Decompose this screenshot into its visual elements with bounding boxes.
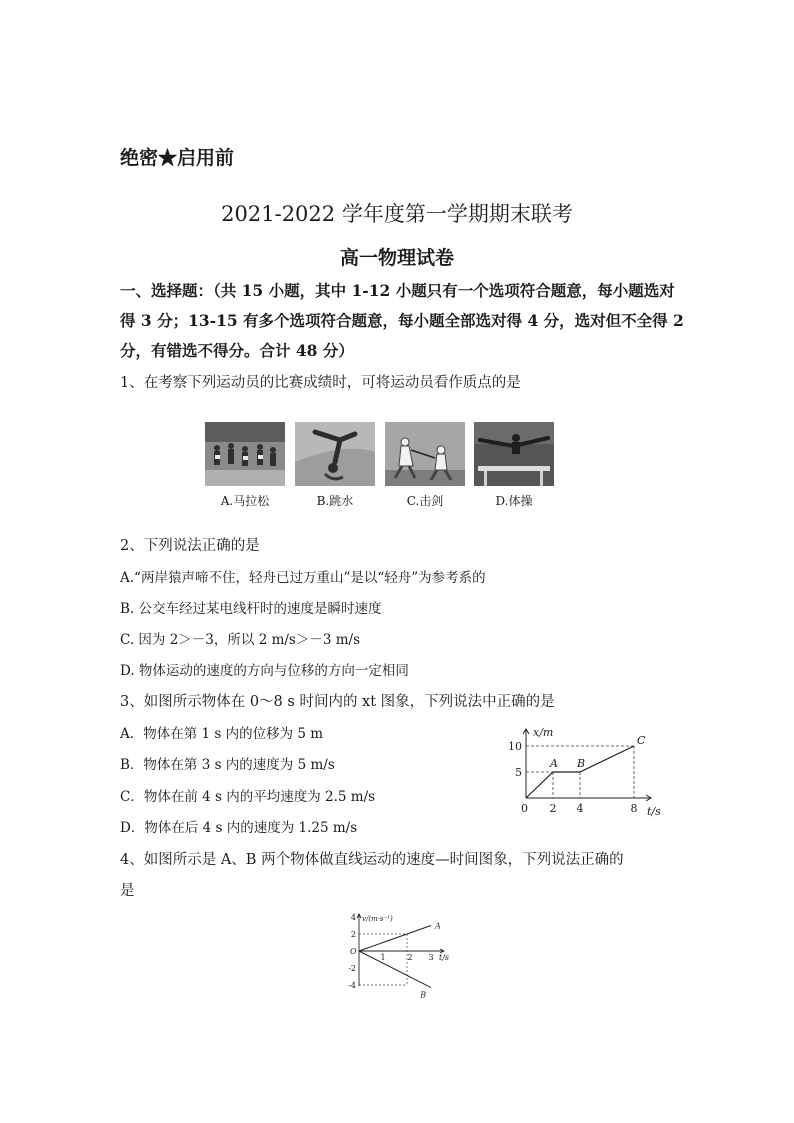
vt-graph [335,912,455,1000]
vt-y-label: v/(m·s⁻¹) [362,915,393,923]
gymnastics-photo [474,422,554,486]
vt-series-b-line [359,951,434,988]
section-line-2: 得 3 分；13-15 有多个选项符合题意，每小题全部选对得 4 分，选对但不全得 2 [120,311,684,330]
question-4-stem-line-2: 是 [120,883,135,899]
vt-x-tick-1: 1 [380,953,386,962]
section-line-1: 一、选择题：（共 15 小题，其中 1-12 小题只有一个选项符合题意，每小题选对 [120,281,675,300]
xt-x-tick-8: 8 [630,802,638,815]
question-2-option-b: B. 公交车经过某电线杆时的速度是瞬时速度 [120,601,382,617]
xt-y-tick-5: 5 [515,766,522,779]
xt-x-tick-2: 2 [549,802,557,815]
vt-y-tick-neg-4: -4 [348,981,356,990]
xt-graph [500,724,680,820]
xt-x-label: t/s [647,805,661,818]
fencing-photo [385,422,465,486]
question-2-stem: 2、下列说法正确的是 [120,538,260,554]
xt-y-label: x/m [533,726,554,739]
xt-point-a: A [550,757,558,770]
confidential-label: 绝密★启用前 [120,147,235,169]
xt-origin: 0 [521,802,528,815]
vt-y-tick-4: 4 [350,913,356,922]
vt-line-a-label: A [435,921,441,931]
caption-fencing: C.击剑 [406,494,444,508]
section-instructions [120,276,684,366]
question-4-stem-line-1: 4、如图所示是 A、B 两个物体做直线运动的速度—时间图象，下列说法正确的 [120,852,624,868]
caption-gymnastics: D.体操 [495,494,533,508]
exam-title: 2021-2022 学年度第一学期期末联考 [221,202,573,226]
vt-series-a-line [359,926,431,952]
xt-x-tick-4: 4 [576,802,584,815]
question-3-option-a: A．物体在第 1 s 内的位移为 5 m [120,726,324,742]
question-3-option-d: D．物体在后 4 s 内的速度为 1.25 m/s [120,820,358,836]
question-3-option-b: B．物体在第 3 s 内的速度为 5 m/s [120,757,335,773]
question-3-option-c: C．物体在前 4 s 内的平均速度为 2.5 m/s [120,789,376,805]
caption-diving: B.跳水 [316,494,354,508]
caption-marathon: A.马拉松 [220,494,270,508]
subject-title: 高一物理试卷 [339,247,454,269]
vt-origin: O [350,947,357,956]
vt-x-tick-2: 2 [407,953,413,962]
vt-x-tick-3: 3 [428,953,434,962]
vt-line-b-label: B [420,990,427,1000]
question-2-option-c: C. 因为 2＞－3，所以 2 m/s＞－3 m/s [120,632,361,648]
diving-photo [295,422,375,486]
question-2-option-d: D. 物体运动的速度的方向与位移的方向一定相同 [120,663,409,679]
question-3-stem: 3、如图所示物体在 0～8 s 时间内的 xt 图象，下列说法中正确的是 [120,694,555,710]
xt-y-tick-10: 10 [508,740,522,753]
xt-point-c: C [637,734,646,747]
marathon-photo [205,422,285,486]
section-line-3: 分，有错选不得分。合计 48 分） [120,341,354,360]
vt-x-label: t/s [439,953,450,962]
question-1-stem: 1、在考察下列运动员的比赛成绩时，可将运动员看作质点的是 [120,375,521,391]
xt-point-b: B [577,757,586,770]
question-2-option-a: A.“两岸猿声啼不住，轻舟已过万重山”是以“轻舟”为参考系的 [120,570,486,586]
vt-y-tick-neg-2: -2 [348,964,356,973]
vt-y-tick-2: 2 [350,930,356,939]
